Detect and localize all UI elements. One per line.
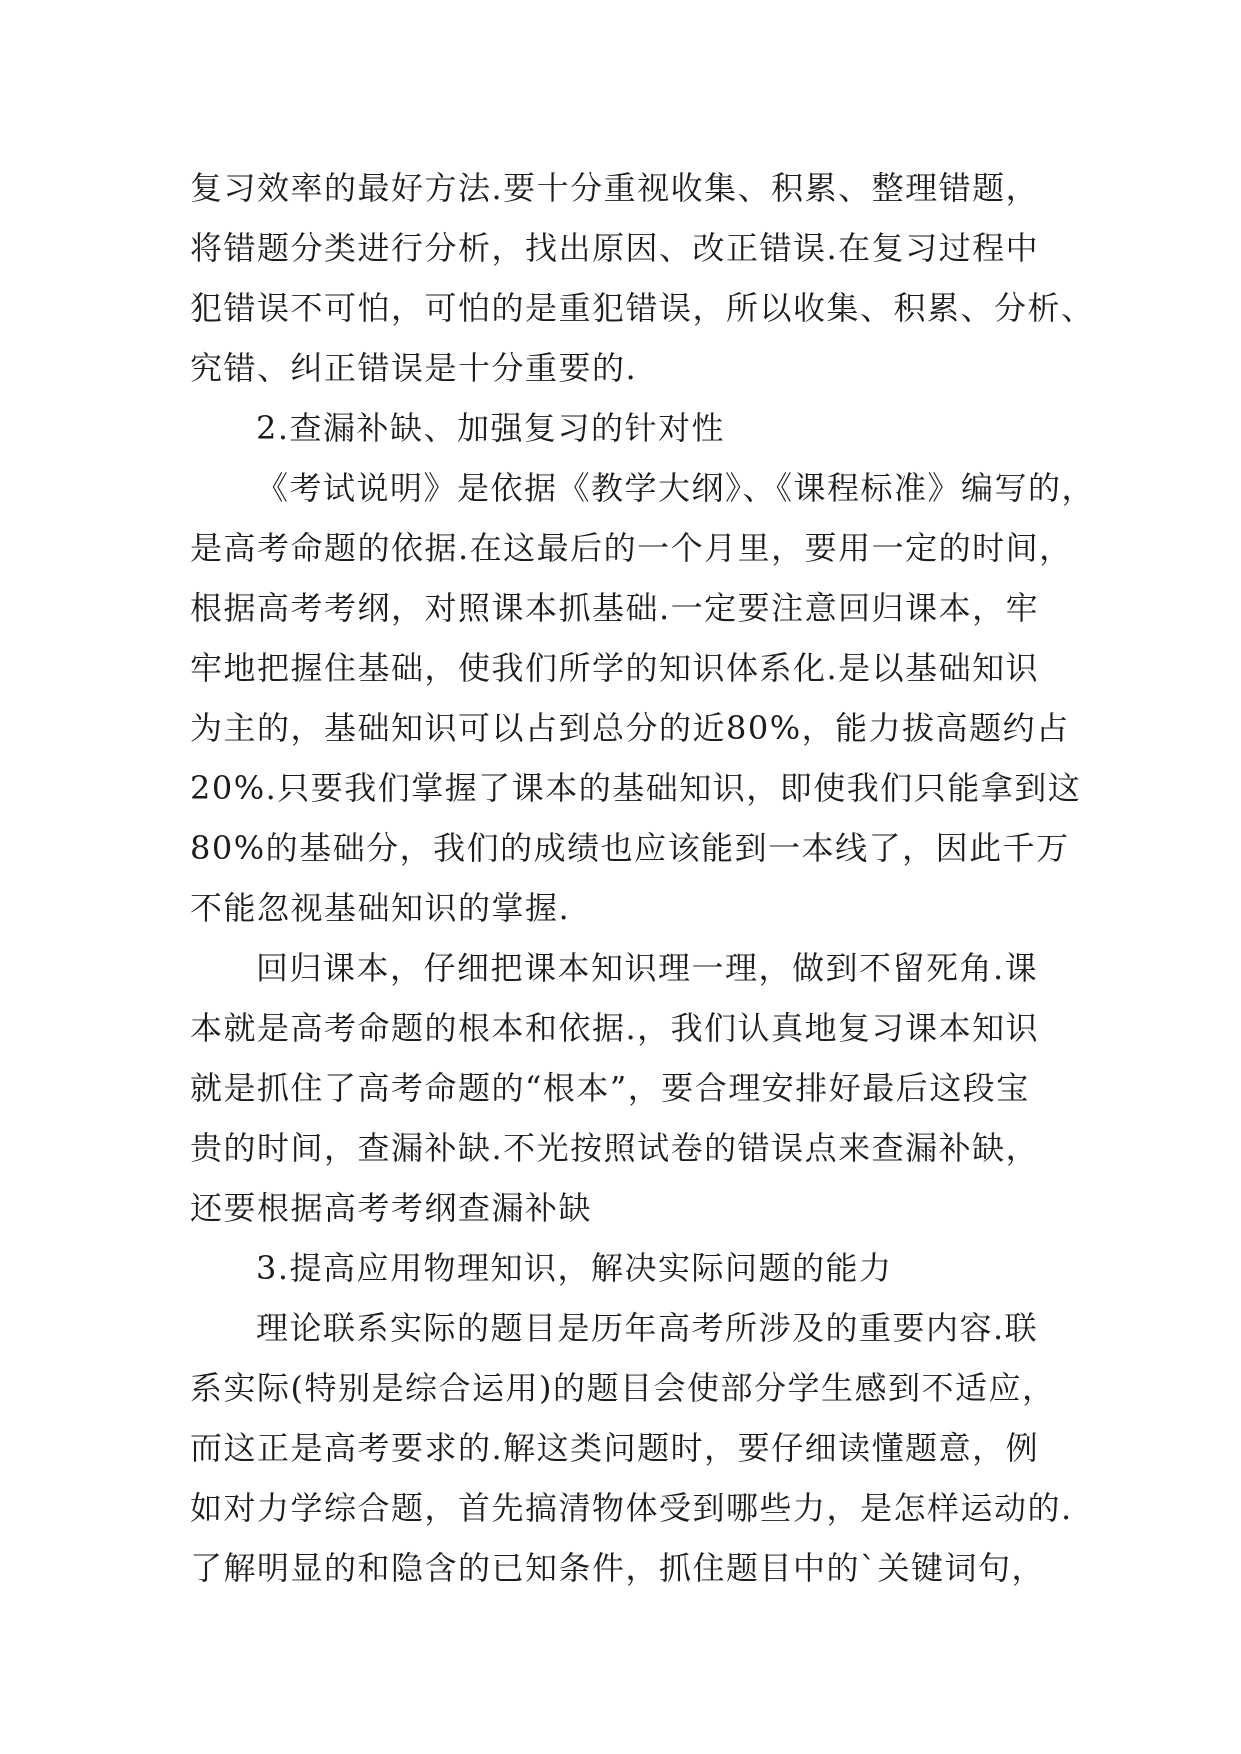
text-line: 还要根据高考考纲查漏补缺 [190,1189,593,1227]
text-line: 2.查漏补缺、加强复习的针对性 [256,409,726,447]
text-line: 3.提高应用物理知识，解决实际问题的能力 [256,1249,893,1287]
text-line: 而这正是高考要求的.解这类问题时，要仔细读懂题意，例 [190,1429,1040,1467]
text-line: 为主的，基础知识可以占到总分的近80%，能力拔高题约占 [190,709,1070,747]
text-line: 80%的基础分，我们的成绩也应该能到一本线了，因此千万 [190,829,1070,867]
text-line: 究错、纠正错误是十分重要的. [190,349,638,387]
text-line: 根据高考考纲，对照课本抓基础.一定要注意回归课本，牢 [190,589,1040,627]
text-line: 不能忽视基础知识的掌握. [190,889,571,927]
text-line: 理论联系实际的题目是历年高考所涉及的重要内容.联 [256,1309,1039,1347]
text-line: 了解明显的和隐含的已知条件，抓住题目中的`关键词句， [190,1549,1046,1587]
text-line: 如对力学综合题，首先搞清物体受到哪些力，是怎样运动的. [190,1489,1073,1527]
text-line: 复习效率的最好方法.要十分重视收集、积累、整理错题， [190,169,1040,207]
text-line: 贵的时间，查漏补缺.不光按照试卷的错误点来查漏补缺， [190,1129,1040,1167]
text-line: 《考试说明》是依据《教学大纲》、《课程标准》编写的， [256,469,1096,507]
text-line: 系实际(特别是综合运用)的题目会使部分学生感到不适应， [190,1369,1056,1407]
text-line: 回归课本，仔细把课本知识理一理，做到不留死角.课 [256,949,1039,987]
text-line: 20%.只要我们掌握了课本的基础知识，即使我们只能拿到这 [190,769,1082,807]
text-line: 犯错误不可怕，可怕的是重犯错误，所以收集、积累、分析、 [190,289,1095,327]
text-line: 是高考命题的依据.在这最后的一个月里，要用一定的时间， [190,529,1073,567]
document-body [190,158,1096,1598]
text-line: 将错题分类进行分析，找出原因、改正错误.在复习过程中 [190,229,1040,267]
text-line: 牢地把握住基础，使我们所学的知识体系化.是以基础知识 [190,649,1040,687]
text-line: 就是抓住了高考命题的“根本”，要合理安排好最后这段宝 [190,1069,1030,1107]
text-line: 本就是高考命题的根本和依据.，我们认真地复习课本知识 [190,1009,1040,1047]
